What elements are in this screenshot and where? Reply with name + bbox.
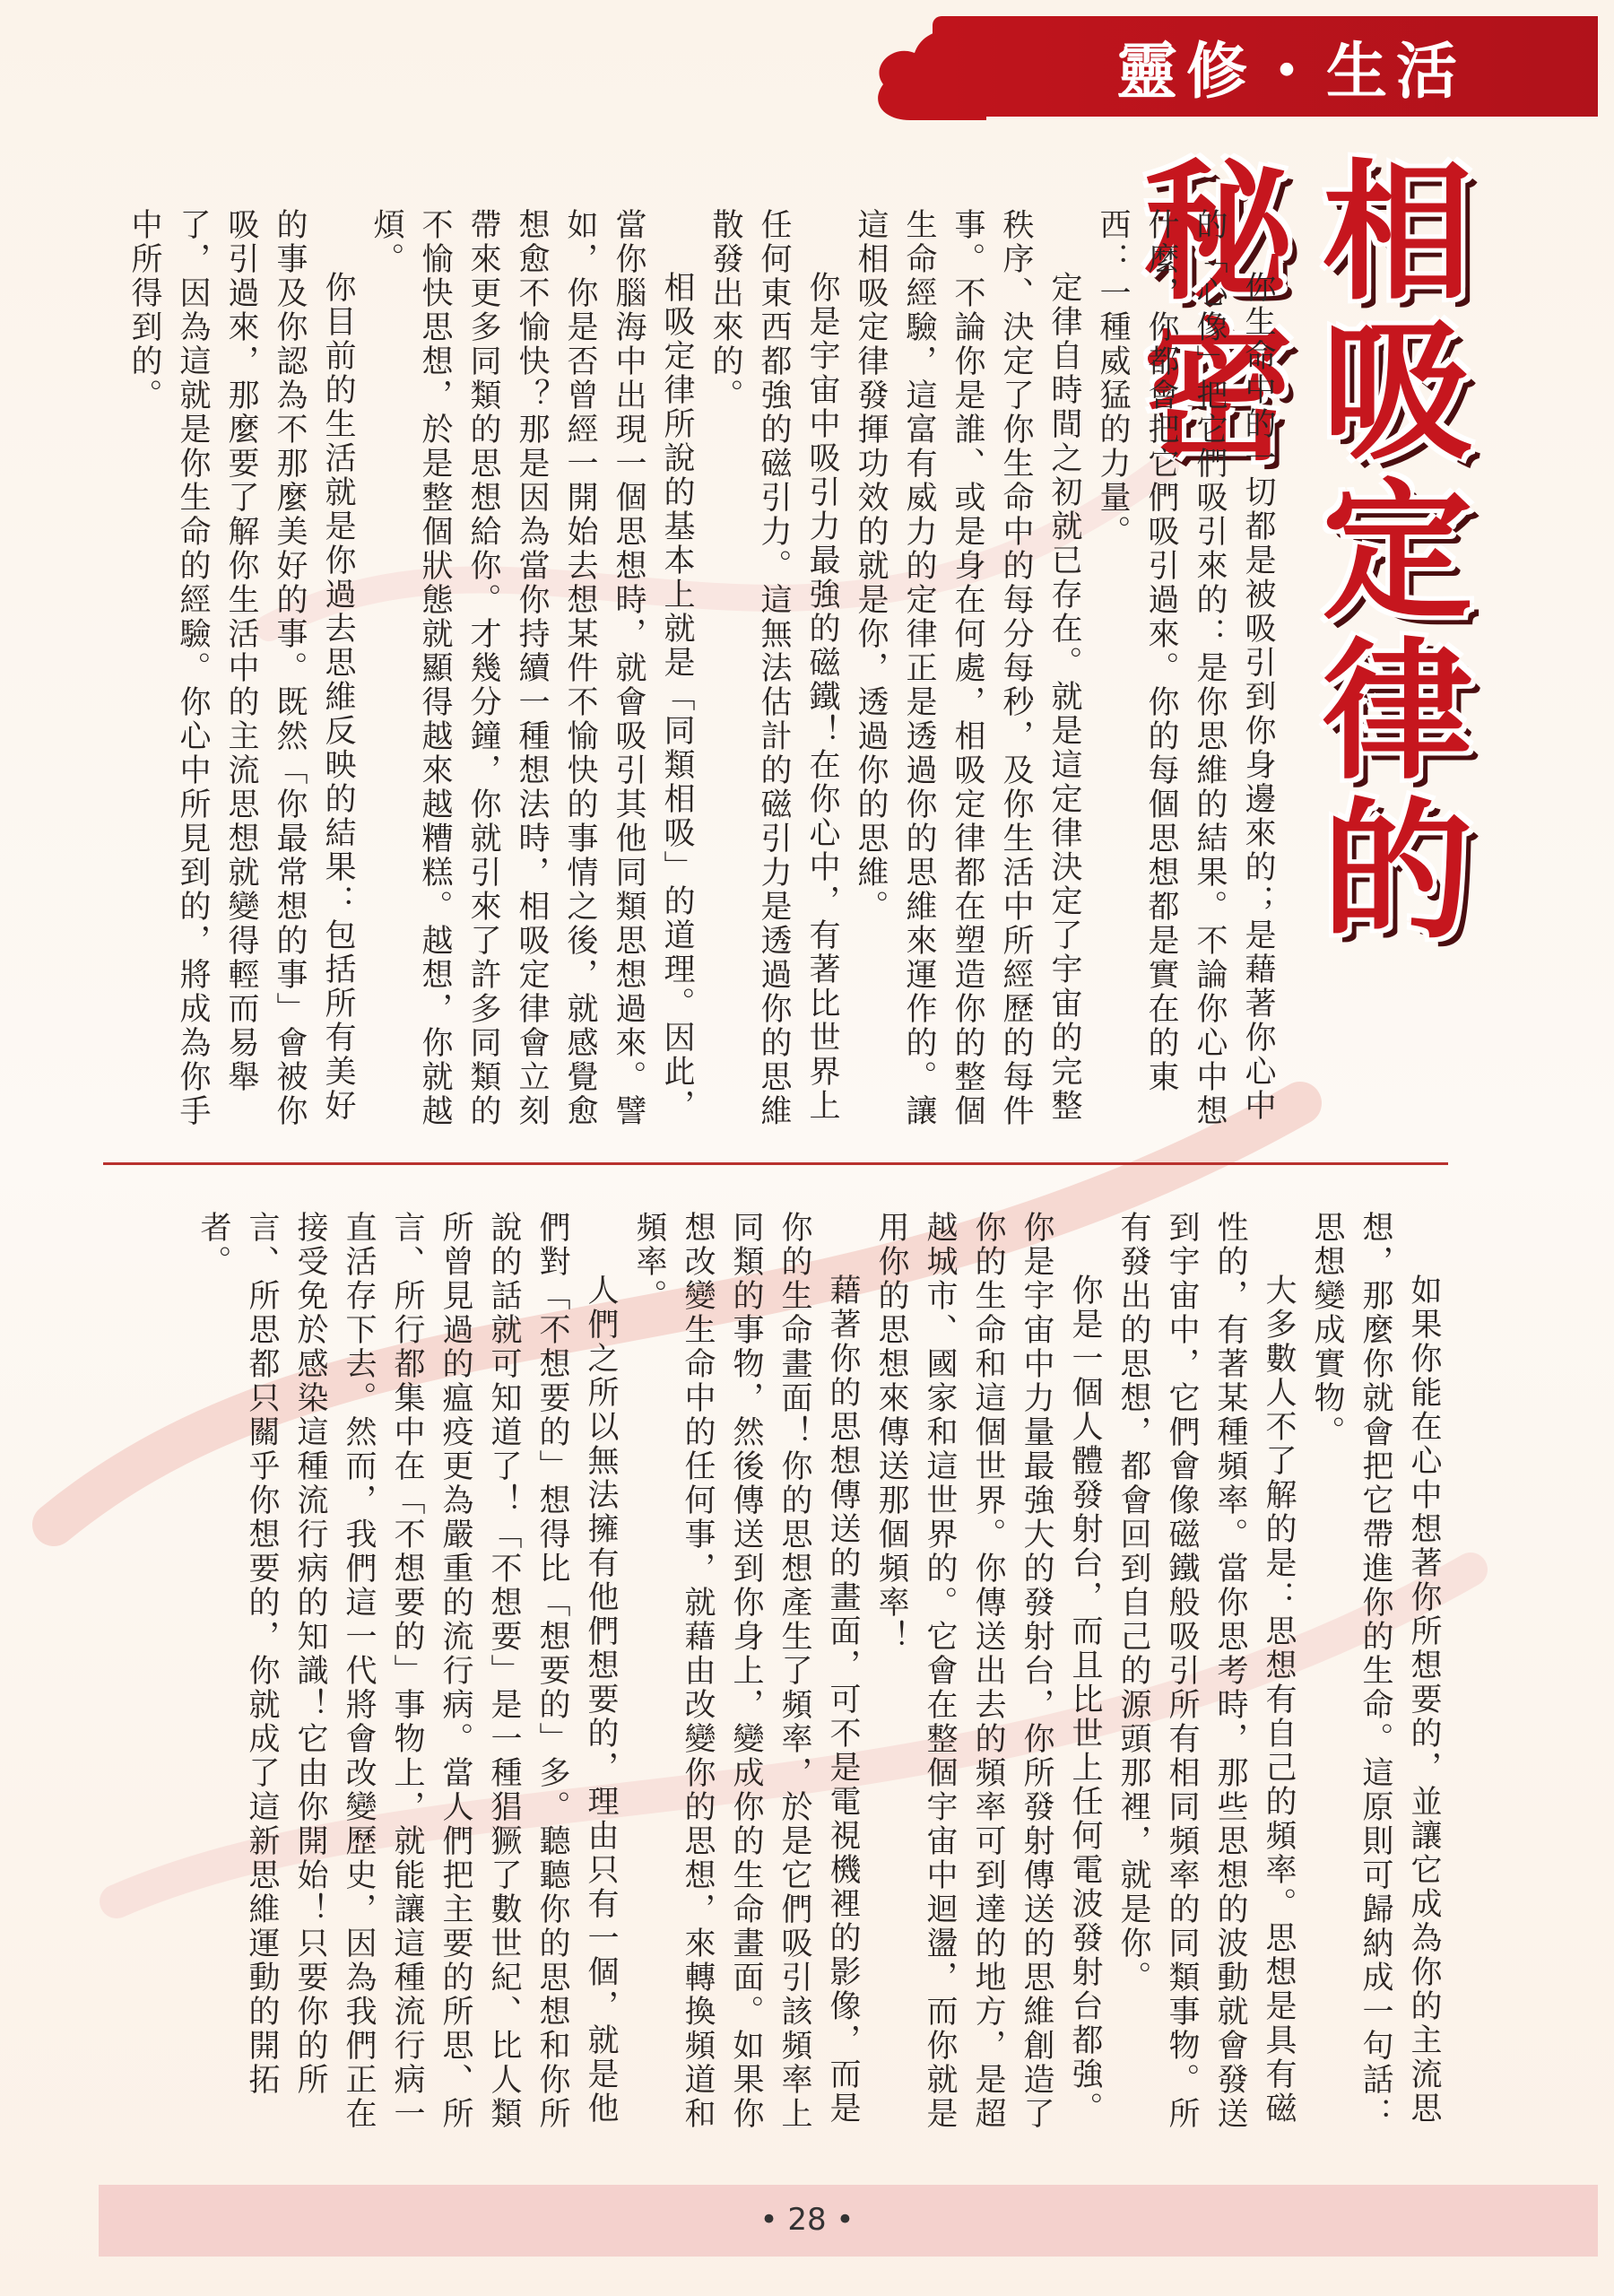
paragraph: 相吸定律所說的基本上就是「同類相吸」的道理。因此，當你腦海中出現一個思想時，就會吸引其他同類思想過來。譬如，你是否曾經一開始去想某件不愉快的事情之後，就感覺愈想愈不愉快？那是因為當你持續一種想法時，相吸定律會立刻帶來更多同類的思想給你。才幾分鐘，你就引來了許多同類的不愉快思想，於是整個狀態就顯得越來越糟糕。越想，你就越煩。	[369, 208, 695, 1128]
paragraph: 大多數人不了解的是：思想有自己的頻率。思想是具有磁性的，有著某種頻率。當你思考時，那些思想的波動就會發送到宇宙中，它們會像磁鐵般吸引所有相同頻率的同類事物。所有發出的思想，都會回到自己的源頭那裡，就是你。	[1115, 1211, 1297, 2131]
section-divider	[103, 1162, 1448, 1165]
paragraph: 藉著你的思想傳送的畫面，可不是電視機裡的影像，而是你的生命畫面！你的思想產生了頻率，於是它們吸引該頻率上同類的事物，然後傳送到你身上，變成你的生命畫面。如果你想改變生命中的任何事，就藉由改變你的思想，來轉換頻道和頻率。	[631, 1211, 861, 2131]
paragraph: 你是宇宙中吸引力最強的磁鐵！在你心中，有著比世界上任何東西都強的磁引力。這無法估計的磁引力是透過你的思維散發出來的。	[707, 208, 840, 1128]
section-title: 靈修・生活	[1115, 36, 1466, 108]
article-title: 相吸定律的秘密	[1118, 152, 1473, 951]
paragraph: 你生命中的一切都是被吸引到你身邊來的；是藉著你心中的「心像」把它們吸引來的：是你思維的結果。不論你心中想什麼，你都會把它們吸引過來。你的每個思想都是實在的東西：一種威猛的力量。	[1095, 208, 1276, 1128]
paragraph: 如果你能在心中想著你所想要的，並讓它成為你的主流思想，那麼你就會把它帶進你的生命。這原則可歸納成一句話：思想變成實物。	[1309, 1211, 1442, 2131]
article-body-bottom	[103, 1211, 1448, 2148]
paragraph: 定律自時間之初就已存在。就是這定律決定了宇宙的完整秩序、決定了你生命中的每分每秒，及你生活中所經歷的每件事。不論你是誰、或是身在何處，相吸定律都在塑造你的整個生命經驗，這富有威力的定律正是透過你的思維來運作的。讓這相吸定律發揮功效的就是你，透過你的思維。	[853, 208, 1082, 1128]
article-body-top	[99, 208, 1282, 1132]
page-number: • 28 •	[759, 2202, 855, 2238]
paragraph: 你是一個人體發射台，而且比世上任何電波發射台都強。你是宇宙中力量最強大的發射台，你所發射傳送的思維創造了你的生命和這個世界。你傳送出去的頻率可到達的地方，是超越城市、國家和這世界的。它會在整個宇宙中迴盪，而你就是用你的思想來傳送那個頻率！	[873, 1211, 1103, 2131]
paragraph: 人們之所以無法擁有他們想要的，理由只有一個，就是他們對「不想要的」想得比「想要的」多。聽聽你的思想和你所說的話就可知道了！「不想要」是一種猖獗了數世紀、比人類所曾見過的瘟疫更為嚴重的流行病。當人們把主要的所思、所言、所行都集中在「不想要的」事物上，就能讓這種流行病一直活存下去。然而，我們這一代將會改變歷史，因為我們正在接受免於感染這種流行病的知識！它由你開始！只要你的所言、所思都只關乎你想要的，你就成了這新思維運動的開拓者。	[195, 1211, 619, 2131]
paragraph: 你目前的生活就是你過去思維反映的結果：包括所有美好的事及你認為不那麼美好的事。既然「你最常想的事」會被你吸引過來，那麼要了解你生活中的主流思想就變得輕而易舉了，因為這就是你生命的經驗。你心中所見到的，將成為你手中所得到的。	[126, 208, 356, 1128]
